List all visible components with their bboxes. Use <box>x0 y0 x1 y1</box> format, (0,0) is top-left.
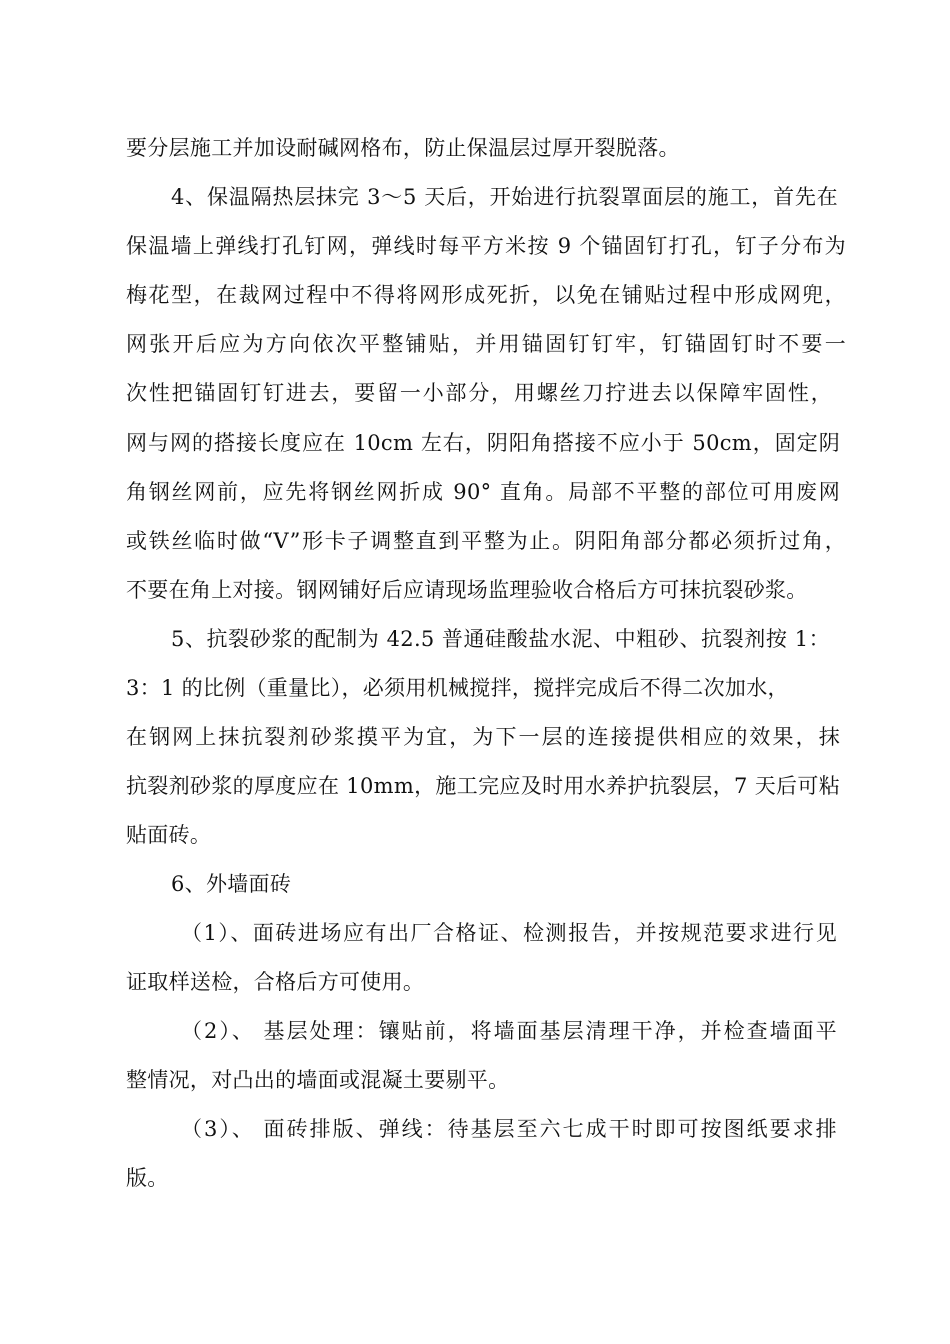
text-line: 或铁丝临时做“V”形卡子调整直到平整为止。阴阳角部分都必须折过角， <box>126 529 846 553</box>
text-line: 角钢丝网前，应先将钢丝网折成 90° 直角。局部不平整的部位可用废网 <box>126 480 840 504</box>
paragraph-5-line: 5、抗裂砂浆的配制为 42.5 普通硅酸盐水泥、中粗砂、抗裂剂按 1： <box>171 627 830 651</box>
text-line: 贴面砖。 <box>126 823 212 847</box>
item-2-line: （2）、 基层处理：镶贴前，将墙面基层清理干净，并检查墙面平 <box>181 1019 837 1043</box>
text-line: 梅花型，在裁网过程中不得将网形成死折，以免在铺贴过程中形成网兜， <box>126 283 846 307</box>
item-3-line: （3）、 面砖排版、弹线：待基层至六七成干时即可按图纸要求排 <box>181 1117 837 1141</box>
text-line: 网与网的搭接长度应在 10cm 左右，阴阳角搭接不应小于 50cm，固定阴 <box>126 431 840 455</box>
text-line: 抗裂剂砂浆的厚度应在 10mm，施工完应及时用水养护抗裂层，7 天后可粘 <box>126 774 840 798</box>
text-line: 3：1 的比例（重量比），必须用机械搅拌，搅拌完成后不得二次加水， <box>126 676 789 700</box>
text-line: 证取样送检，合格后方可使用。 <box>126 970 425 994</box>
paragraph-4-line: 4、保温隔热层抹完 3～5 天后，开始进行抗裂罩面层的施工，首先在 <box>171 185 838 209</box>
text-line: 次性把锚固钉钉进去，要留一小部分，用螺丝刀拧进去以保障牢固性， <box>126 381 832 405</box>
item-1-line: （1）、面砖进场应有出厂合格证、检测报告，并按规范要求进行见 <box>181 921 837 945</box>
text-line: 网张开后应为方向依次平整铺贴，并用锚固钉钉牢，钉锚固钉时不要一 <box>126 332 846 356</box>
section-heading: 6、外墙面砖 <box>171 872 292 896</box>
text-line: 整情况，对凸出的墙面或混凝土要剔平。 <box>126 1068 510 1092</box>
text-line: 版。 <box>126 1166 169 1190</box>
text-line: 在钢网上抹抗裂剂砂浆摸平为宜，为下一层的连接提供相应的效果，抹 <box>126 725 840 749</box>
text-line: 保温墙上弹线打孔钉网，弹线时每平方米按 9 个锚固钉打孔，钉子分布为 <box>126 234 846 258</box>
text-line: 不要在角上对接。钢网铺好后应请现场监理验收合格后方可抹抗裂砂浆。 <box>126 578 808 602</box>
text-line: 要分层施工并加设耐碱网格布，防止保温层过厚开裂脱落。 <box>126 136 680 160</box>
